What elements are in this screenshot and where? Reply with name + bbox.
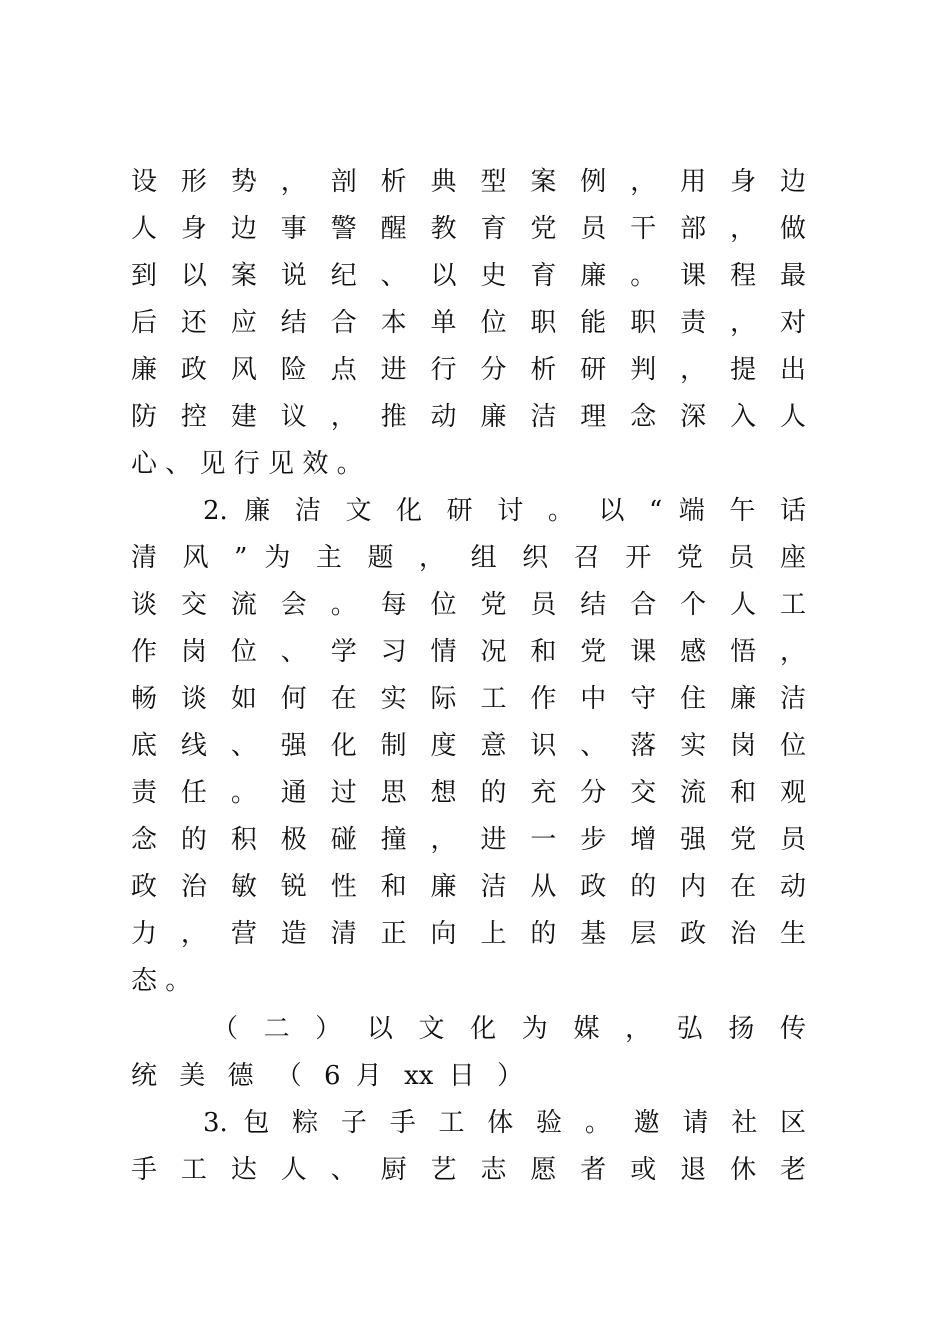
- body-text-line: 廉 政 风 险 点 进 行 分 析 研 判 ， 提 出: [131, 355, 806, 385]
- section-heading-line: （ 二 ） 以 文 化 为 媒 ， 弘 扬 传: [212, 1014, 806, 1044]
- body-text-line: 设 形 势 ， 剖 析 典 型 案 例 ， 用 身 边: [131, 167, 806, 197]
- body-text-line: 谈 交 流 会 。 每 位 党 员 结 合 个 人 工: [131, 590, 806, 620]
- body-text-line: 作 岗 位 、 学 习 情 况 和 党 课 感 悟 ，: [131, 637, 806, 667]
- section-heading-line: 统 美 德 （ 6 月 xx 日 ）: [131, 1061, 523, 1091]
- body-text-line: 3. 包 粽 子 手 工 体 验 。 邀 请 社 区: [203, 1108, 806, 1138]
- body-text-line: 念 的 积 极 碰 撞 ， 进 一 步 增 强 党 员: [131, 825, 806, 855]
- body-text-line: 力 ， 营 造 清 正 向 上 的 基 层 政 治 生: [131, 919, 806, 949]
- body-text-line: 心 、 见 行 见 效 。: [131, 449, 363, 479]
- body-text-line: 政 治 敏 锐 性 和 廉 洁 从 政 的 内 在 动: [131, 872, 806, 902]
- body-text-line: 人 身 边 事 警 醒 教 育 党 员 干 部 ， 做: [131, 214, 806, 244]
- body-text-line: 2. 廉 洁 文 化 研 讨 。 以 “ 端 午 话: [203, 496, 806, 526]
- body-text-line: 到 以 案 说 纪 、 以 史 育 廉 。 课 程 最: [131, 261, 806, 291]
- body-text-line: 后 还 应 结 合 本 单 位 职 能 职 责 ， 对: [131, 308, 806, 338]
- body-text-line: 底 线 、 强 化 制 度 意 识 、 落 实 岗 位: [131, 731, 806, 761]
- body-text-line: 畅 谈 如 何 在 实 际 工 作 中 守 住 廉 洁: [131, 684, 806, 714]
- body-text-line: 防 控 建 议 ， 推 动 廉 洁 理 念 深 入 人: [131, 402, 806, 432]
- body-text-line: 态 。: [131, 966, 192, 996]
- body-text-line: 手 工 达 人 、 厨 艺 志 愿 者 或 退 休 老: [131, 1155, 806, 1185]
- body-text-line: 清 风 ” 为 主 题 ， 组 织 召 开 党 员 座: [131, 543, 806, 573]
- body-text-line: 责 任 。 通 过 思 想 的 充 分 交 流 和 观: [131, 778, 806, 808]
